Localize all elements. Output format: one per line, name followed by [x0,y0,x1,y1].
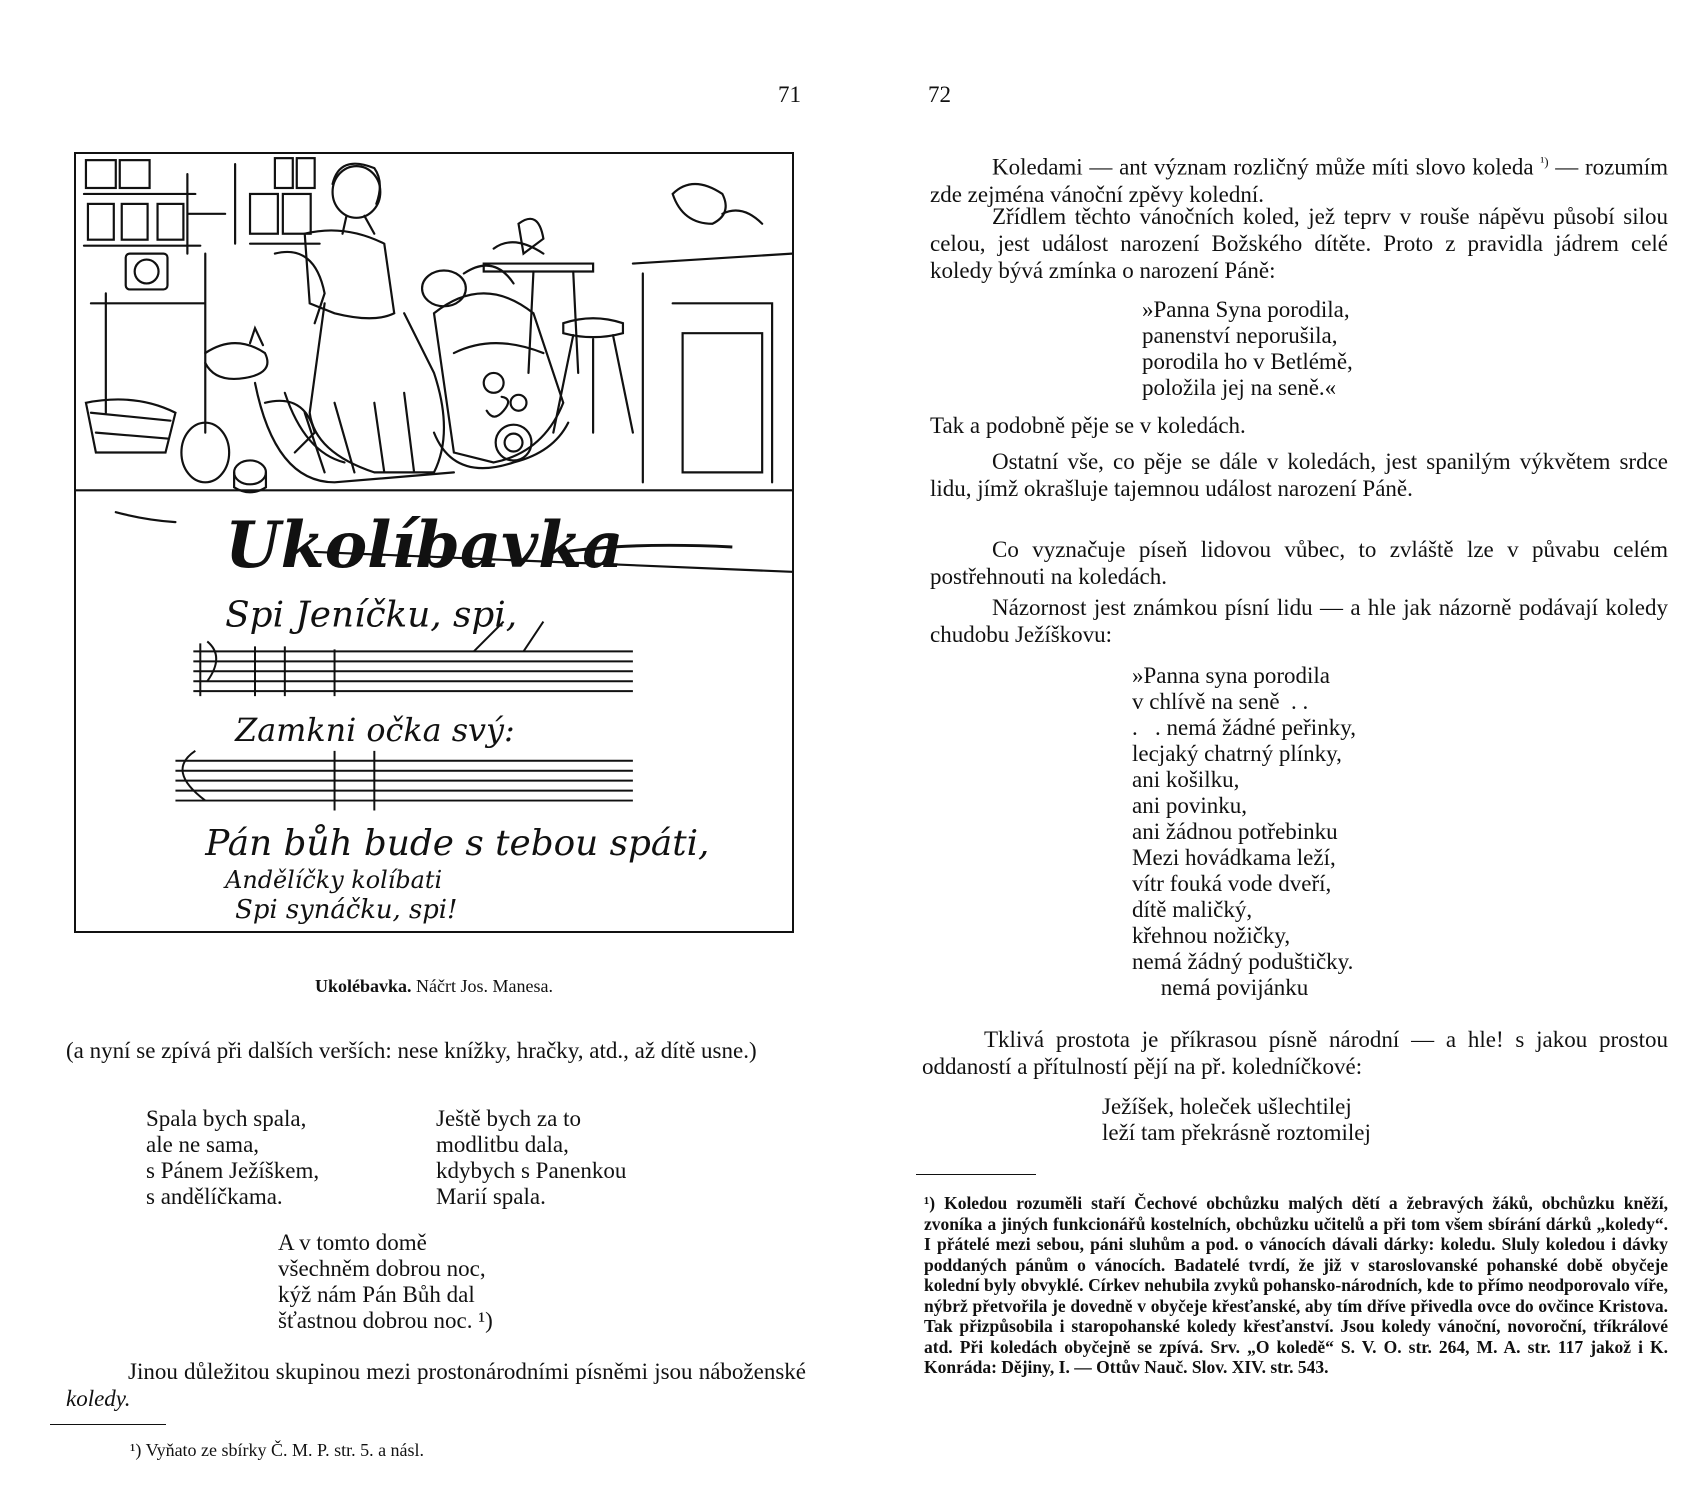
paragraph-3: Ostatní vše, co pěje se dále v koledách, jest spanilým výkvětem srdce lidu, jímž okrašluje tajemnou událost narození Páně. [930,449,1668,501]
handwritten-line-1: Spi Jeníčku, spi, [225,594,518,636]
page-number: 72 [928,82,951,107]
illustration-lullaby [74,152,794,933]
right-page [852,0,1704,1500]
paragraph-1: Koledami — ant význam rozličný může míti slovo koleda $^{^1)}$ — rozumím zde zejména vánoční zpěvy kolední. [930,154,1668,207]
line-after-verse-1: Tak a podobně pěje se v koledách. [930,413,1246,438]
handwritten-line-5: Spi synáčku, spi! [235,894,458,925]
intro-text: (a nyní se zpívá při dalších verších: nese knížky, hračky, atd., až dítě usne.) [66,1038,757,1063]
caption-text: Náčrt Jos. Manesa. [411,976,553,996]
handwritten-line-3: Pán bůh bude s tebou spáti, [205,823,710,865]
verse-2: »Panna syna porodila v chlívě na seně . . . . nemá žádné peřinky, lecjaký chatrný plínky, ani košilku, ani povinku, ani žádnou potřebinku Mezi hovádkama leží, vítr fouká vode dveří, dítě maličký, křehnou nožičky, nemá žádný poduštičky. nemá povijánku [1132,663,1356,1000]
page-number: 71 [778,82,801,107]
footnote: ¹) Vyňato ze sbírky Č. M. P. str. 5. a násl. [130,1440,425,1460]
paragraph-koledy: Jinou důležitou skupinou mezi prostonárodními písněmi jsou náboženské koledy. [66,1359,806,1411]
handwritten-line-4: Andělíčky kolíbati [225,866,443,895]
handwritten-line-2: Zamkni očka svý: [235,710,515,749]
paragraph-5: Názornost jest známkou písní lidu — a hle jak názorně podávají koledy chudobu Ježíškovu: [930,595,1668,647]
verse-col2: Ještě bych za to modlitbu dala, kdybych s Panenkou Marií spala. [436,1106,627,1209]
figure-caption [74,976,794,997]
verse-1: »Panna Syna porodila, panenství neporušila, porodila ho v Betlémě, položila jej na seně.« [1142,297,1353,400]
verse-3: Ježíšek, holeček ušlechtilej leží tam překrásně roztomilej [1102,1094,1371,1145]
footnote-rule [50,1424,166,1425]
verse-bottom: A v tomto domě všechněm dobrou noc, kýž nám Pán Bůh dal šťastnou dobrou noc. ¹) [278,1230,493,1333]
handwritten-title: Ukolíbavka [225,507,624,583]
verse-col1: Spala bych spala, ale ne sama, s Pánem Ježíškem, s andělíčkama. [146,1106,320,1209]
paragraph-6: Tklivá prostota je příkrasou písně národní — a hle! s jakou prostou oddaností a přítulností pějí na př. koledníčkové: [922,1027,1668,1079]
footnote-rule [916,1174,1036,1175]
paragraph-2: Zřídlem těchto vánočních koled, jež teprv v rouše nápěvu působí silou celou, jest událost narození Božského dítěte. Proto z pravidla jádrem celé koledy bývá zmínka o narození Páně: [930,204,1668,283]
illustration-drawing [76,154,792,931]
caption-bold: Ukolébavka. [315,976,412,996]
footnote: ¹) Koledou rozuměli staří Čechové obchůzku malých dětí a žebravých žáků, obchůzku kněží, zvoníka a jiných funkcionářů kostelních, obchůzku učitelů a při tom všem sbírání dárků „koledy“. I přátelé mezi sebou, páni sluhům a pod. o vánocích dávali dárky: koledu. Sluly koledou i dávky poddaných pánům o vánocích. Badatelé tvrdí, že již v staroslovanské pohanské době obyčeje kolední byly obvyklé. Církev nehubila zvyků pohansko-národních, kde to přímo neodporovalo víře, nýbrž přetvořila je dovedně v obyčeje křesťanské, aby tím dříve přivedla ovce do ovčince Kristova. Tak přizpůsobila i staropohanské koledy křesťanství. Jsou koledy vánoční, novoroční, tříkrálové atd. Při koledách obyčejně se zpívá. Srv. „O koledě“ S. V. O. str. 264, M. A. str. 117 jakož i K. Konráda: Dějiny, I. — Ottův Nauč. Slov. XIV. str. 543. [924,1193,1668,1377]
paragraph-4: Co vyznačuje píseň lidovou vůbec, to zvláště lze v půvabu celém postřehnouti na koledách. [930,537,1668,589]
